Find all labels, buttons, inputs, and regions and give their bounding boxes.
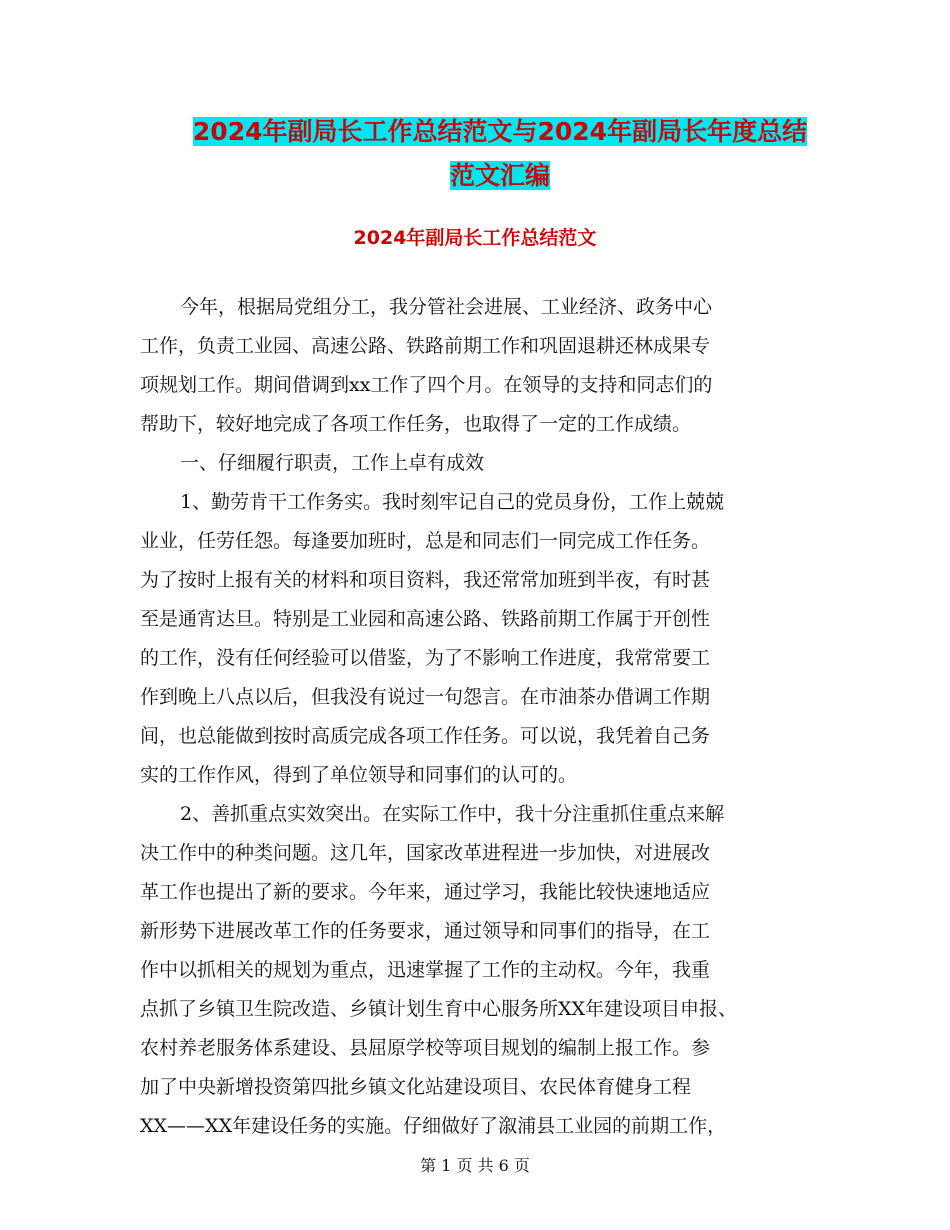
body-line: 的工作，没有任何经验可以借鉴，为了不影响工作进度，我常常要工 xyxy=(140,647,711,669)
body-line: 作中以抓相关的规划为重点，迅速掌握了工作的主动权。今年，我重 xyxy=(140,959,711,981)
document-body xyxy=(140,288,812,1146)
body-line: 加了中央新增投资第四批乡镇文化站建设项目、农民体育健身工程 xyxy=(140,1076,692,1098)
body-line: 1、勤劳肯干工作务实。我时刻牢记自己的党员身份，工作上兢兢 xyxy=(180,491,725,513)
section-title: 2024年副局长工作总结范文 xyxy=(353,227,597,249)
body-line: 工作，负责工业园、高速公路、铁路前期工作和巩固退耕还林成果专 xyxy=(140,335,711,357)
body-line: 作到晚上八点以后，但我没有说过一句怨言。在市油茶办借调工作期 xyxy=(140,686,711,708)
body-line: 革工作也提出了新的要求。今年来，通过学习，我能比较快速地适应 xyxy=(140,881,711,903)
title-line-1: 2024年副局长工作总结范文与2024年副局长年度总结 xyxy=(192,117,808,146)
body-line: 项规划工作。期间借调到xx工作了四个月。在领导的支持和同志们的 xyxy=(140,374,713,396)
body-line: 今年，根据局党组分工，我分管社会进展、工业经济、政务中心 xyxy=(180,296,713,318)
section-heading: 一、仔细履行职责，工作上卓有成效 xyxy=(180,452,485,474)
body-line: 农村养老服务体系建设、县屈原学校等项目规划的编制上报工作。参 xyxy=(140,1037,711,1059)
body-line: 实的工作作风，得到了单位领导和同事们的认可的。 xyxy=(140,764,578,786)
body-line: 至是通宵达旦。特别是工业园和高速公路、铁路前期工作属于开创性 xyxy=(140,608,711,630)
body-line: 业业，任劳任怨。每逢要加班时，总是和同志们一同完成工作任务。 xyxy=(140,530,711,552)
body-line: 新形势下进展改革工作的任务要求，通过领导和同事们的指导，在工 xyxy=(140,920,711,942)
page-footer: 第 1 页 共 6 页 xyxy=(420,1156,530,1175)
body-line: 为了按时上报有关的材料和项目资料，我还常常加班到半夜，有时甚 xyxy=(140,569,711,591)
body-line: 点抓了乡镇卫生院改造、乡镇计划生育中心服务所XX年建设项目申报、 xyxy=(140,998,738,1020)
body-line: 2、善抓重点实效突出。在实际工作中，我十分注重抓住重点来解 xyxy=(180,803,725,825)
body-line: 决工作中的种类问题。这几年，国家改革进程进一步加快，对进展改 xyxy=(140,842,711,864)
body-line: XX——XX年建设任务的实施。仔细做好了溆浦县工业园的前期工作， xyxy=(140,1115,727,1137)
title-line-2: 范文汇编 xyxy=(449,161,550,190)
document-title xyxy=(120,110,880,198)
body-line: 间，也总能做到按时高质完成各项工作任务。可以说，我凭着自己务 xyxy=(140,725,711,747)
body-line: 帮助下，较好地完成了各项工作任务，也取得了一定的工作成绩。 xyxy=(140,413,692,435)
